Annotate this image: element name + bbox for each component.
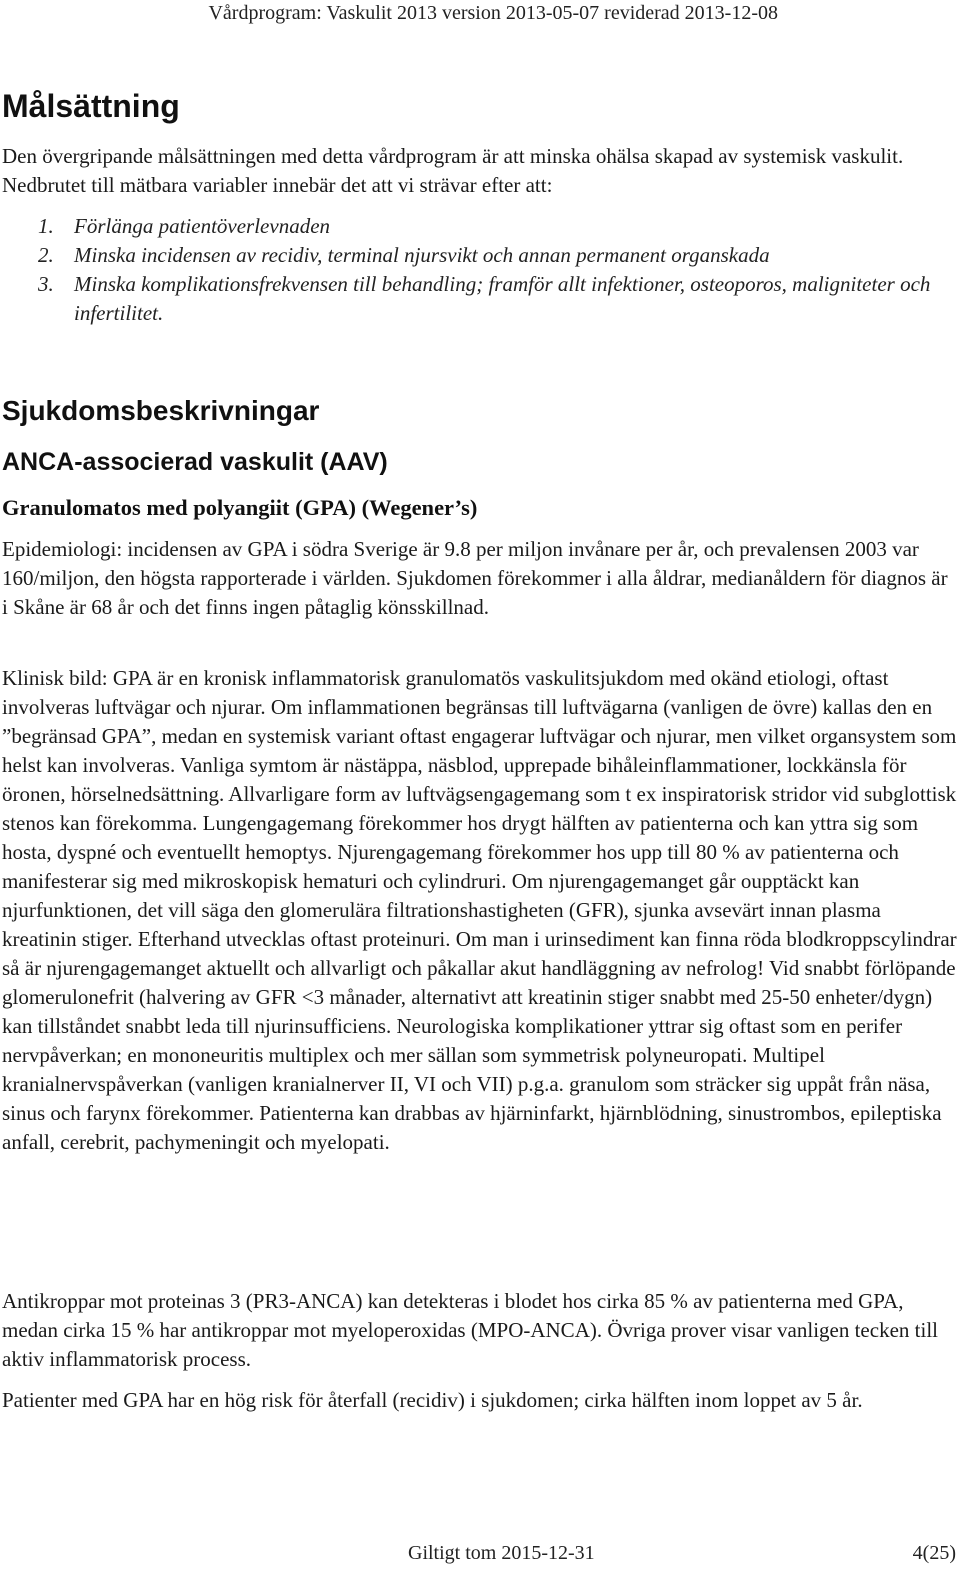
paragraph-klinisk-bild: Klinisk bild: GPA är en kronisk inflammatorisk granulomatös vaskulitsjukdom med okänd etiologi, oftast involveras luftvägar och njurar. Om inflammationen begränsas till luftvägarna (vanligen de övre) kallas den en ”begränsad GPA”, medan en systemisk variant oftast engagerar luftvägar och njurar, men vilket organsystem som helst kan involveras. Vanliga symtom är nästäppa, näsblod, upprepade bihåleinflammationer, lockkänsla för öronen, hörselnedsättning. Allvarligare form av luftvägsengagemang som t ex inspiratorisk stridor vid subglottisk stenos kan förekomma. Lungengagemang förekommer hos drygt hälften av patienterna och kan yttra sig som hosta, dyspné och eventuellt hemoptys. Njurengagemang förekommer hos upp till 80 % av patienterna och manifesterar sig med mikroskopisk hematuri och cylindruri. Om njurengagemanget går oupptäckt kan njurfunktionen, det vill säga den glomerulära filtrationshastigheten (GFR), sjunka avsevärt innan plasma kreatinin stiger. Efterhand utvecklas oftast proteinuri. Om man i urinsediment kan finna röda blodkroppscylindrar så är njurengagemanget aktuellt och allvarligt och påkallar akut handläggning av nefrolog! Vid snabbt förlöpande glomerulonefrit (halvering av GFR <3 månader, alternativt att kreatinin stiger snabbt med 25-50 enheter/dygn) kan tillståndet snabbt leda till njurinsufficiens. Neurologiska komplikationer yttrar sig oftast som en perifer nervpåverkan; en mononeuritis multiplex och mer sällan som symmetrisk polyneuropati. Multipel kranialnervspåverkan (vanligen kranialnerver II, VI och VII) p.g.a. granulom som sträcker sig uppåt från näsa, sinus och farynx förekommer. Patienterna kan drabbas av hjärninfarkt, hjärnblödning, sinustrombos, epileptiska anfall, cerebrit, pachymeningit och myelopati.	[2, 666, 957, 1154]
goal-item	[38, 241, 958, 270]
goal-number: 2.	[38, 243, 54, 267]
goal-text: Förlänga patientöverlevnaden	[74, 214, 331, 238]
goal-item	[38, 270, 958, 328]
paragraph-recidiv: Patienter med GPA har en hög risk för återfall (recidiv) i sjukdomen; cirka hälften inom loppet av 5 år.	[2, 1388, 863, 1412]
heading-malsattning: Målsättning	[2, 88, 180, 124]
paragraph-epidemiologi: Epidemiologi: incidensen av GPA i södra Sverige är 9.8 per miljon invånare per år, och prevalensen 2003 var 160/miljon, den högsta rapporterade i världen. Sjukdomen förekommer i alla åldrar, medianåldern för diagnos är i Skåne är 68 år och det finns ingen påtaglig könsskillnad.	[2, 537, 948, 619]
goals-list	[38, 212, 958, 328]
footer-valid-until: Giltigt tom 2015-12-31	[408, 1542, 595, 1564]
heading-anca-vaskulit: ANCA-associerad vaskulit (AAV)	[2, 448, 388, 476]
goal-number: 1.	[38, 214, 54, 238]
running-header: Vårdprogram: Vaskulit 2013 version 2013-05-07 reviderad 2013-12-08	[208, 2, 778, 24]
goal-text: Minska komplikationsfrekvensen till behandling; framför allt infektioner, osteoporos, maligniteter och infertilitet.	[74, 272, 931, 325]
goal-item	[38, 212, 958, 241]
malsattning-intro: Den övergripande målsättningen med detta vårdprogram är att minska ohälsa skapad av systemisk vaskulit. Nedbrutet till mätbara variabler innebär det att vi strävar efter att:	[2, 144, 904, 197]
heading-sjukdomsbeskrivningar: Sjukdomsbeskrivningar	[2, 395, 320, 426]
goal-text: Minska incidensen av recidiv, terminal njursvikt och annan permanent organskada	[74, 243, 770, 267]
goal-number: 3.	[38, 272, 54, 296]
paragraph-antikroppar: Antikroppar mot proteinas 3 (PR3-ANCA) kan detekteras i blodet hos cirka 85 % av patienterna med GPA, medan cirka 15 % har antikroppar mot myeloperoxidas (MPO-ANCA). Övriga prover visar vanligen tecken till aktiv inflammatorisk process.	[2, 1289, 938, 1371]
footer-page-number: 4(25)	[912, 1542, 956, 1564]
heading-gpa: Granulomatos med polyangiit (GPA) (Wegener’s)	[2, 495, 478, 520]
